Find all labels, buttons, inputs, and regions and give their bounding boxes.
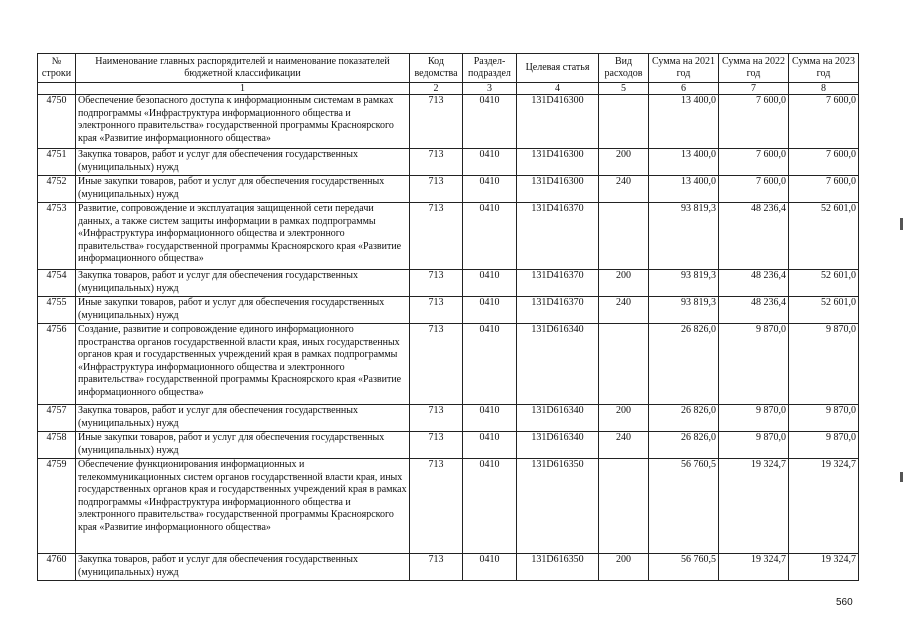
cell-sum-2023: 52 601,0 <box>789 270 859 297</box>
cell-dept-code: 713 <box>410 203 463 270</box>
cell-dept-code: 713 <box>410 297 463 324</box>
cell-sum-2023: 7 600,0 <box>789 95 859 149</box>
header-sum-2021: Сумма на 2021 год <box>649 54 719 83</box>
cell-sum-2021: 93 819,3 <box>649 297 719 324</box>
cell-dept-code: 713 <box>410 176 463 203</box>
col-number: 4 <box>517 83 599 95</box>
cell-sum-2021: 26 826,0 <box>649 432 719 459</box>
table-row <box>38 149 859 176</box>
cell-target: 131D416300 <box>517 149 599 176</box>
cell-sum-2023: 9 870,0 <box>789 324 859 405</box>
cell-row-no: 4752 <box>38 176 76 203</box>
cell-dept-code: 713 <box>410 324 463 405</box>
cell-sum-2021: 93 819,3 <box>649 270 719 297</box>
cell-exp-type <box>599 324 649 405</box>
cell-sum-2021: 93 819,3 <box>649 203 719 270</box>
cell-name: Закупка товаров, работ и услуг для обеспечения государственных (муниципальных) нужд <box>76 270 410 297</box>
cell-sum-2021: 13 400,0 <box>649 95 719 149</box>
table-row <box>38 459 859 554</box>
cell-sum-2022: 7 600,0 <box>719 95 789 149</box>
cell-sum-2022: 19 324,7 <box>719 459 789 554</box>
cell-row-no: 4756 <box>38 324 76 405</box>
cell-exp-type: 240 <box>599 297 649 324</box>
budget-table <box>37 53 859 581</box>
cell-sum-2023: 52 601,0 <box>789 203 859 270</box>
table-row <box>38 203 859 270</box>
cell-target: 131D616340 <box>517 405 599 432</box>
cell-sum-2022: 9 870,0 <box>719 324 789 405</box>
cell-name: Обеспечение функционирования информационных и телекоммуникационных систем органов государственной власти края, иных государственных органов края и государственных учреждений края в рамках подпрограммы «Инфраструктура информационного общества и электронного правительства» государственной программы Красноярского края «Развитие информационного общества» <box>76 459 410 554</box>
cell-sum-2023: 9 870,0 <box>789 432 859 459</box>
table-row <box>38 432 859 459</box>
cell-section: 0410 <box>463 432 517 459</box>
cell-dept-code: 713 <box>410 270 463 297</box>
header-sum-2022: Сумма на 2022 год <box>719 54 789 83</box>
header-row-no: № строки <box>38 54 76 83</box>
table-row <box>38 405 859 432</box>
cell-sum-2022: 7 600,0 <box>719 176 789 203</box>
cell-target: 131D416370 <box>517 297 599 324</box>
cell-section: 0410 <box>463 95 517 149</box>
col-number: 7 <box>719 83 789 95</box>
cell-sum-2021: 56 760,5 <box>649 554 719 581</box>
cell-exp-type: 240 <box>599 176 649 203</box>
cell-name: Иные закупки товаров, работ и услуг для обеспечения государственных (муниципальных) нужд <box>76 432 410 459</box>
cell-row-no: 4750 <box>38 95 76 149</box>
cell-exp-type: 200 <box>599 405 649 432</box>
cell-exp-type: 200 <box>599 554 649 581</box>
cell-row-no: 4758 <box>38 432 76 459</box>
cell-target: 131D616350 <box>517 459 599 554</box>
cell-target: 131D416370 <box>517 270 599 297</box>
col-number: 8 <box>789 83 859 95</box>
cell-name: Создание, развитие и сопровождение единого информационного пространства органов государственной власти края, иных государственных органов края и государственных учреждений края в рамках подпрограммы «Инфраструктура информационного общества и электронного правительства» государственной программы Красноярского края «Развитие информационного общества» <box>76 324 410 405</box>
cell-name: Иные закупки товаров, работ и услуг для обеспечения государственных (муниципальных) нужд <box>76 176 410 203</box>
cell-sum-2022: 9 870,0 <box>719 432 789 459</box>
cell-section: 0410 <box>463 554 517 581</box>
cell-target: 131D616340 <box>517 324 599 405</box>
cell-name: Обеспечение безопасного доступа к информационным системам в рамках подпрограммы «Инфраструктура информационного общества и электронного правительства» государственной программы Красноярского края «Развитие информационного общества» <box>76 95 410 149</box>
table-row <box>38 95 859 149</box>
col-number <box>38 83 76 95</box>
cell-row-no: 4759 <box>38 459 76 554</box>
header-section: Раздел-подраздел <box>463 54 517 83</box>
col-number: 2 <box>410 83 463 95</box>
header-sum-2023: Сумма на 2023 год <box>789 54 859 83</box>
cell-row-no: 4760 <box>38 554 76 581</box>
cell-exp-type <box>599 459 649 554</box>
cell-section: 0410 <box>463 149 517 176</box>
table-row <box>38 324 859 405</box>
cell-sum-2023: 19 324,7 <box>789 554 859 581</box>
cell-dept-code: 713 <box>410 554 463 581</box>
cell-sum-2022: 48 236,4 <box>719 297 789 324</box>
cell-dept-code: 713 <box>410 149 463 176</box>
cell-dept-code: 713 <box>410 459 463 554</box>
header-target: Целевая статья <box>517 54 599 83</box>
header-exp-type: Вид расходов <box>599 54 649 83</box>
cell-exp-type: 200 <box>599 270 649 297</box>
cell-dept-code: 713 <box>410 95 463 149</box>
scan-edge-mark <box>900 472 903 482</box>
cell-row-no: 4753 <box>38 203 76 270</box>
cell-sum-2023: 9 870,0 <box>789 405 859 432</box>
cell-section: 0410 <box>463 270 517 297</box>
cell-row-no: 4757 <box>38 405 76 432</box>
cell-section: 0410 <box>463 405 517 432</box>
cell-target: 131D416300 <box>517 95 599 149</box>
table-row <box>38 176 859 203</box>
cell-row-no: 4751 <box>38 149 76 176</box>
cell-sum-2023: 52 601,0 <box>789 297 859 324</box>
cell-sum-2021: 26 826,0 <box>649 324 719 405</box>
cell-exp-type: 240 <box>599 432 649 459</box>
col-number: 5 <box>599 83 649 95</box>
header-name: Наименование главных распорядителей и наименование показателей бюджетной классификации <box>76 54 410 83</box>
cell-name: Закупка товаров, работ и услуг для обеспечения государственных (муниципальных) нужд <box>76 405 410 432</box>
cell-section: 0410 <box>463 297 517 324</box>
table-row <box>38 554 859 581</box>
cell-name: Иные закупки товаров, работ и услуг для обеспечения государственных (муниципальных) нужд <box>76 297 410 324</box>
cell-dept-code: 713 <box>410 432 463 459</box>
cell-name: Развитие, сопровождение и эксплуатация защищенной сети передачи данных, а также систем защиты информации в рамках подпрограммы «Инфраструктура информационного общества и электронного правительства» государственной программы Красноярского края «Развитие информационного общества» <box>76 203 410 270</box>
cell-sum-2023: 7 600,0 <box>789 176 859 203</box>
cell-exp-type: 200 <box>599 149 649 176</box>
cell-sum-2022: 19 324,7 <box>719 554 789 581</box>
cell-dept-code: 713 <box>410 405 463 432</box>
cell-section: 0410 <box>463 324 517 405</box>
cell-row-no: 4754 <box>38 270 76 297</box>
cell-section: 0410 <box>463 203 517 270</box>
header-dept-code: Код ведомства <box>410 54 463 83</box>
cell-exp-type <box>599 95 649 149</box>
cell-name: Закупка товаров, работ и услуг для обеспечения государственных (муниципальных) нужд <box>76 149 410 176</box>
cell-exp-type <box>599 203 649 270</box>
col-number: 6 <box>649 83 719 95</box>
cell-sum-2021: 56 760,5 <box>649 459 719 554</box>
table-row <box>38 270 859 297</box>
page-number: 560 <box>836 597 853 608</box>
table-row <box>38 297 859 324</box>
table-body <box>38 95 859 581</box>
cell-sum-2023: 19 324,7 <box>789 459 859 554</box>
cell-target: 131D616350 <box>517 554 599 581</box>
column-number-row <box>38 83 859 95</box>
cell-row-no: 4755 <box>38 297 76 324</box>
cell-sum-2022: 48 236,4 <box>719 270 789 297</box>
cell-sum-2022: 48 236,4 <box>719 203 789 270</box>
cell-name: Закупка товаров, работ и услуг для обеспечения государственных (муниципальных) нужд <box>76 554 410 581</box>
cell-target: 131D416300 <box>517 176 599 203</box>
cell-sum-2023: 7 600,0 <box>789 149 859 176</box>
cell-sum-2021: 26 826,0 <box>649 405 719 432</box>
col-number: 3 <box>463 83 517 95</box>
cell-target: 131D616340 <box>517 432 599 459</box>
cell-sum-2022: 9 870,0 <box>719 405 789 432</box>
cell-section: 0410 <box>463 176 517 203</box>
cell-section: 0410 <box>463 459 517 554</box>
table-header <box>38 54 859 95</box>
cell-sum-2021: 13 400,0 <box>649 176 719 203</box>
cell-sum-2021: 13 400,0 <box>649 149 719 176</box>
scan-edge-mark <box>900 218 903 230</box>
cell-sum-2022: 7 600,0 <box>719 149 789 176</box>
col-number: 1 <box>76 83 410 95</box>
cell-target: 131D416370 <box>517 203 599 270</box>
